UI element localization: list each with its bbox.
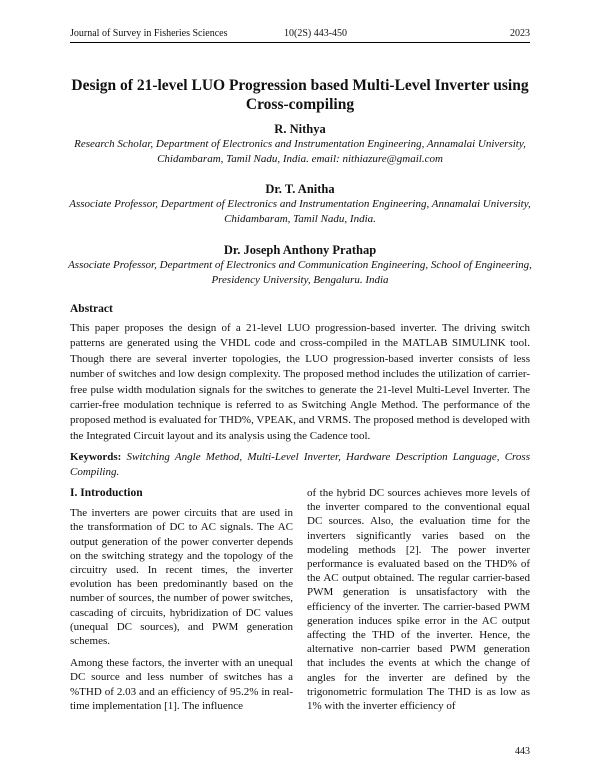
abstract-text: This paper proposes the design of a 21-level LUO progression-based inverter. The driving switch patterns are generated using the VHDL code and cross-compiled in the MATLAB SIMULINK tool. Though there are several inverter topologies, the LUO progression-based inverter consists of less number of switches and low design complexity. The proposed method includes the utilization of carrier-free pulse width modulation signals for the switches to generate the 21-level Multi-Level Inverter. The carrier-free modulation technique is referred to as Switching Angle Method. The performance of the proposed method is evaluated for THD%, VPEAK, and VRMS. The proposed method is developed with the Integrated Circuit layout and its analysis using the Cadence tool. [70,322,530,442]
paragraph: of the hybrid DC sources achieves more levels of the inverter compared to the conventional equal DC sources. Also, the evaluation time for the inverters significantly varies based on the modeling methods [2]. The power inverter performance is evaluated based on the THD% of the AC output obtained. The regular carrier-based PWM generation is unsatisfactory with the efficiency of the inverter. The carrier-based PWM generation induces spike error in the AC output affecting the THD of the inverter. Hence, the alternative non-carrier based PWM generation that includes the events at which the change of angles for the inverter are defined by the trigonometric formulation The THD is as low as 1% with the inverter efficiency of [307,487,530,713]
abstract-heading: Abstract [70,303,113,315]
journal-issue: 10(2S) 443-450 [284,28,348,39]
journal-year: 2023 [510,28,530,39]
author-block [60,242,540,288]
journal-name: Journal of Survey in Fisheries Sciences [70,28,228,39]
author-block [60,181,540,227]
keywords-text: Switching Angle Method, Multi-Level Inverter, Hardware Description Language, Cross Compiling. [70,451,530,479]
author-affiliation: Associate Professor, Department of Electronics and Communication Engineering, School of Engineering, Presidency University, Bengaluru. India [68,259,532,286]
right-column [307,486,530,721]
page-number: 443 [515,746,530,757]
paper-title: Design of 21-level LUO Progression based Multi-Level Inverter using Cross-compiling [71,77,529,113]
author-block [60,121,540,167]
left-column [70,486,293,721]
author-affiliation: Associate Professor, Department of Electronics and Instrumentation Engineering, Annamalai University, Chidambaram, Tamil Nadu, India. [69,198,531,225]
author-affiliation: Research Scholar, Department of Electronics and Instrumentation Engineering, Annamalai University, Chidambaram, Tamil Nadu, India. email: nithiazure@gmail.com [74,138,526,165]
running-header [70,28,530,43]
keywords-label: Keywords: [70,451,122,463]
author-name: R. Nithya [274,122,326,136]
paragraph: The inverters are power circuits that are used in the transformation of DC to AC signals. The AC output generation of the power converter depends on the switching strategy and the topology of the circuitry used. In recent times, the inverter evolution has been predominantly based on the number of sources, the number of power switches, cascading of circuits, hybridization of DC values (unequal DC sources), and PWM generation schemes. [70,507,293,648]
section-heading: I. Introduction [70,487,143,499]
paragraph: Among these factors, the inverter with an unequal DC source and less number of switches has a %THD of 2.03 and an efficiency of 95.2% in real-time implementation [1]. The influence [70,657,293,712]
author-name: Dr. Joseph Anthony Prathap [223,243,377,257]
author-name: Dr. T. Anitha [265,182,335,196]
keywords [70,450,530,481]
